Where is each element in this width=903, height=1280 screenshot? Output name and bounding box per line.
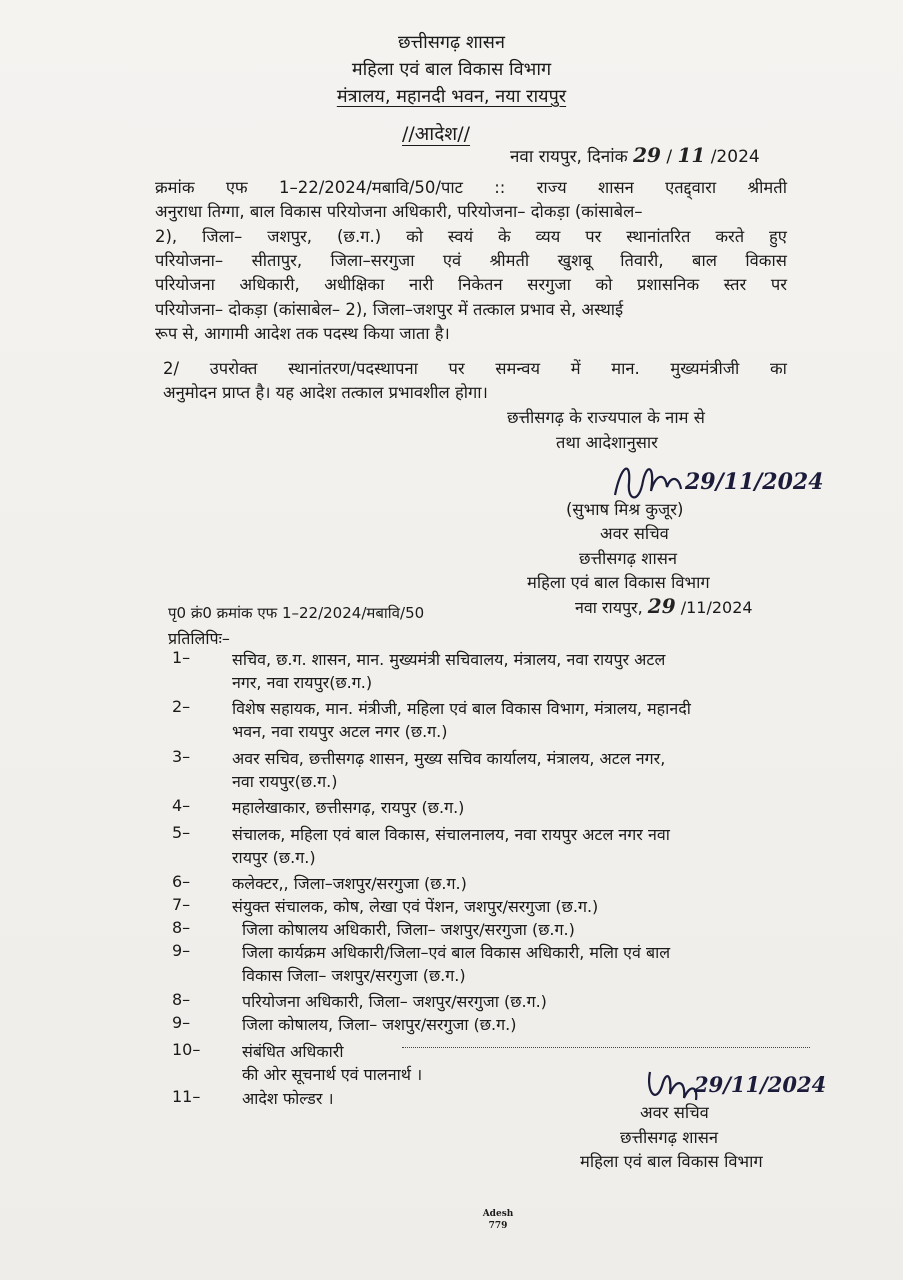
paragraph-word: एफ: [225, 178, 248, 197]
paragraph-word: पर: [585, 226, 602, 246]
footer-number: 779: [488, 1221, 508, 1231]
paragraph-word: व्यय: [535, 226, 561, 246]
date-year: /2024: [710, 147, 760, 167]
paragraph-line: [155, 200, 643, 224]
paragraph-word: अधिकारी,: [239, 275, 300, 295]
order-date: नवा रायपुर, दिनांक 29 / 11 /2024: [510, 143, 760, 167]
paragraph-word: परियोजना–: [155, 250, 224, 270]
paragraph-word: तिवारी,: [620, 250, 664, 270]
copy-item-text: जिला कार्यक्रम अधिकारी/जिला–एवं बाल विकास अधिकारी, मलिा एवं बाल: [242, 943, 671, 962]
copy-item-text: विकास जिला– जशपुर/सरगुजा (छ.ग.): [242, 966, 466, 985]
header-department: महिला एवं बाल विकास विभाग: [351, 59, 552, 80]
paragraph-word: क्रमांक: [155, 178, 195, 197]
signatory-name: (सुभाष मिश्र कुजूर): [566, 500, 684, 519]
paragraph-word: पर: [448, 359, 465, 378]
copy-item-text: जिला कोषालय, जिला– जशपुर/सरगुजा (छ.ग.): [242, 1015, 517, 1034]
paragraph-word: मान.: [611, 359, 640, 378]
paragraph-word: श्रीमती: [489, 250, 530, 270]
paragraph-word: स्वयं: [447, 226, 474, 246]
footer-stamp: [478, 1208, 518, 1232]
copy-item-number: 2–: [172, 697, 191, 716]
paragraph-word: विकास: [745, 250, 787, 270]
paragraph-word: को: [406, 226, 424, 246]
header-address: मंत्रालय, महानदी भवन, नया रायपुर: [336, 86, 567, 107]
signature-authority-line-2: तथा आदेशानुसार: [556, 433, 658, 452]
signatory-designation: अवर सचिव: [600, 524, 669, 543]
copy-date-rest: /11/2024: [680, 598, 753, 617]
paragraph-word: नारी: [408, 275, 434, 295]
paragraph-word: एवं: [442, 250, 462, 270]
copy-item-text: संबंधित अधिकारी: [242, 1042, 344, 1061]
copy-item-text: विशेष सहायक, मान. मंत्रीजी, महिला एवं बाल विकास विभाग, मंत्रालय, महानदी: [232, 699, 691, 718]
copy-item-text: महालेखाकार, छत्तीसगढ़, रायपुर (छ.ग.): [232, 798, 465, 817]
copy-item-number: 10–: [172, 1040, 201, 1059]
signatory-2-org: छत्तीसगढ़ शासन: [620, 1128, 719, 1147]
copy-item-text: आदेश फोल्डर ।: [242, 1089, 334, 1108]
paragraph-word: 1–22/2024/मबावि/50/पाट: [278, 178, 463, 197]
copy-item-text: कलेक्टर,, जिला–जशपुर/सरगुजा (छ.ग.): [232, 874, 467, 893]
paragraph-word: के: [497, 226, 511, 246]
paragraph-line: [163, 381, 488, 405]
copy-item-number: 4–: [172, 796, 191, 815]
copy-item-text: नवा रायपुर(छ.ग.): [232, 772, 338, 791]
paragraph-word: 2/: [163, 359, 180, 378]
paragraph-word: मुख्यमंत्रीजी: [670, 359, 740, 378]
copy-item-text: नगर, नवा रायपुर(छ.ग.): [232, 673, 373, 692]
paragraph-word: उपरोक्त: [209, 359, 258, 378]
copy-date: [575, 594, 753, 618]
paragraph-word: का: [769, 359, 787, 378]
paragraph-word: परियोजना– दोकड़ा (कांसाबेल– 2), जिला–जशपुर में तत्काल प्रभाव से, अस्थाई: [155, 299, 624, 319]
signatory-2-department: महिला एवं बाल विकास विभाग: [580, 1152, 763, 1171]
paragraph-line: [155, 176, 787, 200]
copy-item-text: संयुक्त संचालक, कोष, लेखा एवं पेंशन, जशपुर/सरगुजा (छ.ग.): [232, 897, 599, 916]
paragraph-line: [163, 357, 787, 381]
copy-item-number: 9–: [172, 941, 191, 960]
paragraph-word: में: [570, 359, 581, 378]
signatory-org: छत्तीसगढ़ शासन: [579, 549, 678, 568]
paragraph-word: स्तर: [723, 275, 747, 295]
paragraph-word: सरगुजा: [527, 275, 571, 295]
copy-item-text: परियोजना अधिकारी, जिला– जशपुर/सरगुजा (छ.ग.): [242, 992, 547, 1011]
copy-item-number: 6–: [172, 872, 191, 891]
paragraph-word: अधीक्षिका: [324, 275, 385, 295]
paragraph-word: 2),: [155, 226, 178, 246]
paragraph-word: प्रशासनिक: [636, 275, 700, 295]
copy-item-number: 8–: [172, 918, 191, 937]
signatory-department: महिला एवं बाल विकास विभाग: [527, 573, 710, 592]
paragraph-word: सीतापुर,: [251, 250, 303, 270]
paragraph-line: [155, 298, 623, 322]
date-month-handwritten: 11: [677, 143, 706, 167]
signature-authority-line: छत्तीसगढ़ के राज्यपाल के नाम से: [507, 408, 705, 427]
paragraph-word: पर: [770, 275, 787, 295]
signature-1-date: 29/11/2024: [685, 469, 824, 495]
paragraph-word: रूप से, आगामी आदेश तक पदस्थ किया जाता है।: [155, 323, 450, 343]
copy-item-text: सचिव, छ.ग. शासन, मान. मुख्यमंत्री सचिवालय, मंत्रालय, नवा रायपुर अटल: [232, 650, 666, 669]
paragraph-word: हुए: [769, 226, 787, 246]
paragraph-word: जशपुर,: [267, 226, 313, 246]
paragraph-word: अनुमोदन प्राप्त है। यह आदेश तत्काल प्रभावशील होगा।: [163, 383, 488, 403]
copy-item-number: 3–: [172, 747, 191, 766]
copy-heading: प्रतिलिपिः–: [168, 629, 230, 648]
paragraph-word: अनुराधा तिग्गा, बाल विकास परियोजना अधिकारी, परियोजना– दोकड़ा (कांसाबेल–: [155, 202, 643, 222]
paragraph-word: स्थानांतरण/पदस्थापना: [288, 359, 418, 378]
signatory-2-designation: अवर सचिव: [640, 1103, 709, 1122]
paragraph-word: शासन: [598, 178, 634, 197]
paragraph-word: (छ.ग.): [336, 226, 382, 246]
order-title: //आदेश//: [402, 123, 471, 145]
paragraph-word: खुशबू: [557, 250, 592, 270]
copy-item-text: संचालक, महिला एवं बाल विकास, संचालनालय, नवा रायपुर अटल नगर नवा: [232, 825, 670, 844]
paragraph-word: करते: [715, 226, 745, 246]
footer-label: Adesh: [482, 1209, 514, 1219]
paragraph-line: [155, 322, 450, 346]
paragraph-line: [155, 249, 787, 273]
date-prefix: नवा रायपुर, दिनांक: [510, 147, 628, 167]
dotted-fill-line: [402, 1047, 810, 1048]
paragraph-word: बाल: [692, 250, 717, 270]
paragraph-word: परियोजना: [155, 275, 215, 295]
copy-item-number: 8–: [172, 990, 191, 1009]
copy-item-text: रायपुर (छ.ग.): [232, 848, 316, 867]
paragraph-word: स्थानांतरित: [626, 226, 691, 246]
date-day-handwritten: 29: [633, 143, 661, 167]
copy-item-text: अवर सचिव, छत्तीसगढ़ शासन, मुख्य सचिव कार्यालय, मंत्रालय, अटल नगर,: [232, 749, 666, 768]
copy-date-day-handwritten: 29: [647, 594, 676, 618]
copy-item-text: भवन, नवा रायपुर अटल नगर (छ.ग.): [232, 722, 448, 741]
copy-reference: पृ0 क्रं0 क्रमांक एफ 1–22/2024/मबावि/50: [168, 604, 425, 622]
paragraph-word: एतद्द्वारा: [665, 178, 717, 197]
copy-item-number: 7–: [172, 895, 191, 914]
copy-item-number: 9–: [172, 1013, 191, 1032]
paragraph-word: को: [595, 275, 613, 295]
paragraph-word: निकेतन: [457, 275, 503, 295]
copy-date-place: नवा रायपुर,: [575, 598, 643, 617]
paragraph-word: राज्य: [536, 178, 567, 197]
copy-item-text: की ओर सूचनार्थ एवं पालनार्थ ।: [242, 1065, 423, 1084]
paragraph-word: समन्वय: [495, 359, 541, 378]
paragraph-word: ::: [494, 178, 506, 197]
copy-item-number: 1–: [172, 648, 191, 667]
signature-2-date: 29/11/2024: [694, 1072, 827, 1097]
copy-item-number: 11–: [172, 1087, 201, 1106]
header-government: छत्तीसगढ़ शासन: [398, 32, 505, 53]
copy-item-number: 5–: [172, 823, 191, 842]
paragraph-line: [155, 225, 787, 249]
paragraph-word: जिला–: [202, 226, 243, 246]
paragraph-word: जिला–सरगुजा: [330, 250, 415, 270]
copy-item-text: जिला कोषालय अधिकारी, जिला– जशपुर/सरगुजा (छ.ग.): [242, 920, 575, 939]
paragraph-word: श्रीमती: [747, 178, 787, 197]
paragraph-line: [155, 273, 787, 297]
